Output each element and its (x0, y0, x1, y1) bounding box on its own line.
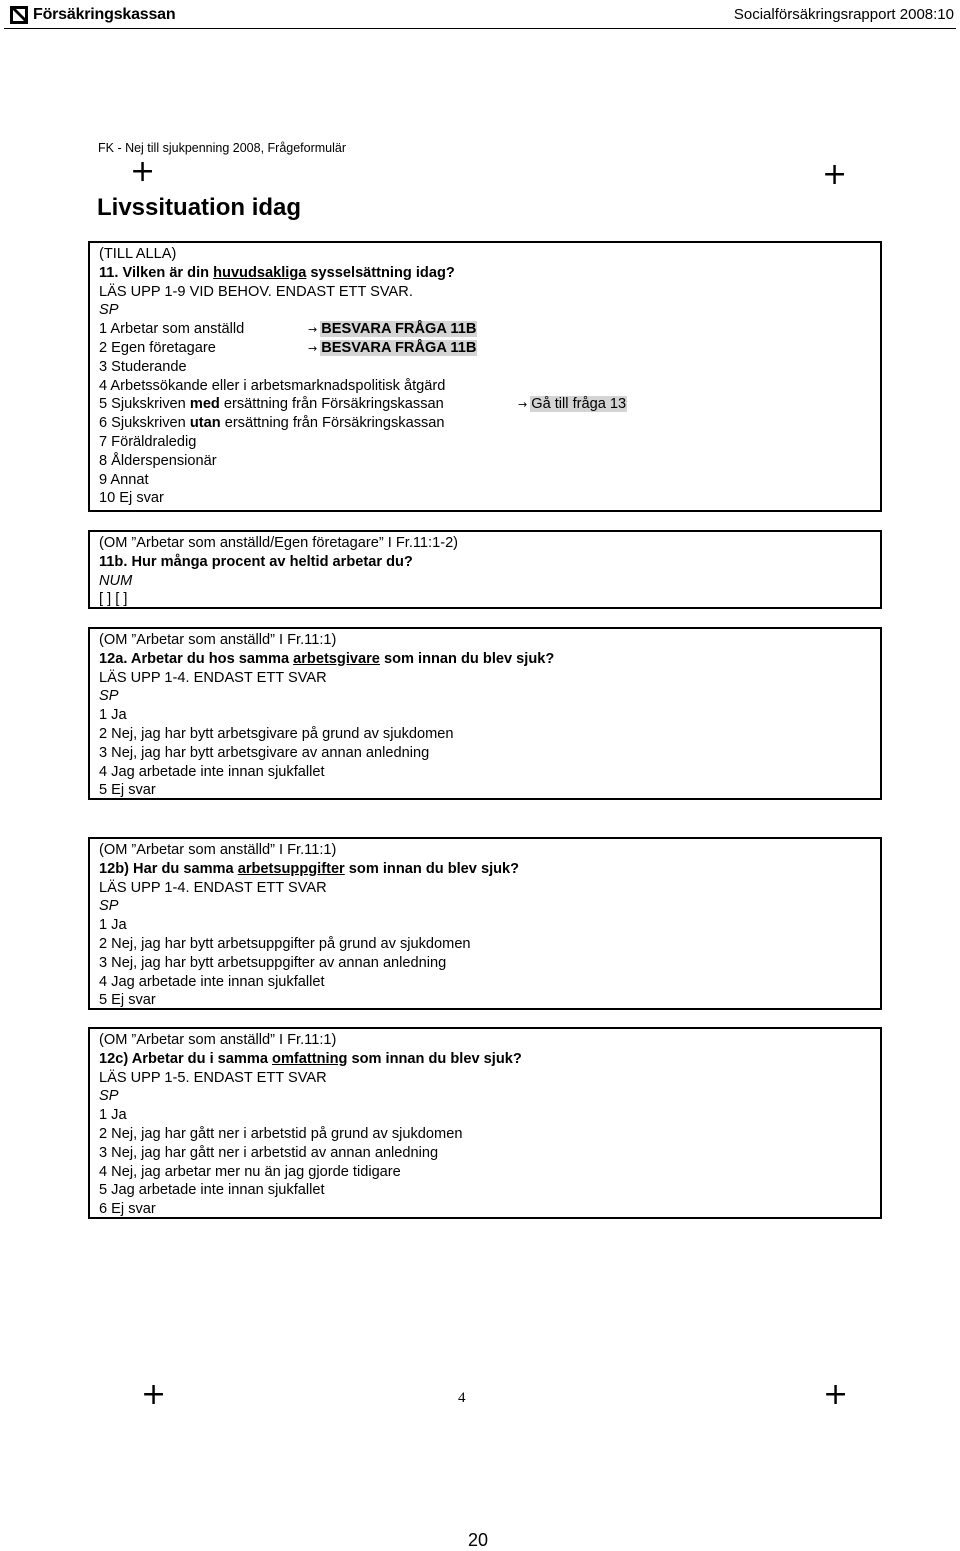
q12a-option: 5 Ej svar (99, 782, 156, 799)
question-11-box (88, 241, 882, 512)
q12b-option: 2 Nej, jag har bytt arbetsuppgifter på grund av sjukdomen (99, 935, 471, 952)
q11-option: 4 Arbetssökande eller i arbetsmarknadspolitisk åtgärd (99, 377, 446, 394)
q12a-sp: SP (99, 688, 119, 705)
q12a-option: 3 Nej, jag har bytt arbetsgivare av annan anledning (99, 744, 430, 761)
q11b-instruction: (OM ”Arbetar som anställd/Egen företagare” I Fr.11:1-2) (99, 535, 459, 551)
q11b-question: 11b. Hur många procent av heltid arbetar du? (99, 553, 413, 570)
q12a-option: 4 Jag arbetade inte innan sjukfallet (99, 763, 325, 780)
q11-option: 1 Arbetar som anställd → BESVARA FRÅGA 11B (99, 320, 872, 339)
report-title: Socialförsäkringsrapport 2008:10 (733, 6, 954, 23)
brand-logo-icon (9, 5, 29, 25)
q11-option: 3 Studerande (99, 358, 187, 375)
brand-logo (9, 4, 175, 26)
q11-sp: SP (99, 302, 119, 319)
q11b-answer-field: [ ] [ ] (99, 591, 128, 608)
q12b-sp: SP (99, 898, 119, 915)
q11-option: 6 Sjukskriven utan ersättning från Försäkringskassan (99, 415, 445, 432)
q12b-instruction: (OM ”Arbetar som anställd” I Fr.11:1) (99, 842, 337, 858)
q12c-option: 4 Nej, jag arbetar mer nu än jag gjorde tidigare (99, 1163, 401, 1180)
inner-page-number: 4 (458, 1390, 466, 1406)
question-12b-box (88, 837, 882, 1010)
q11-question: 11. Vilken är din huvudsakliga sysselsättning idag? (99, 264, 455, 281)
q12c-read-instruction: LÄS UPP 1-5. ENDAST ETT SVAR (99, 1069, 327, 1086)
brand-name: Försäkringskassan (33, 6, 176, 23)
q12c-question: 12c) Arbetar du i samma omfattning som innan du blev sjuk? (99, 1050, 522, 1067)
question-12c-box (88, 1027, 882, 1219)
registration-mark: + (822, 157, 848, 192)
q12b-option: 1 Ja (99, 917, 127, 934)
q12a-read-instruction: LÄS UPP 1-4. ENDAST ETT SVAR (99, 669, 327, 686)
q12a-instruction: (OM ”Arbetar som anställd” I Fr.11:1) (99, 632, 337, 648)
q11-option: 2 Egen företagare → BESVARA FRÅGA 11B (99, 339, 872, 358)
q11-route: → Gå till fråga 13 (518, 396, 627, 413)
q11-option: 7 Föräldraledig (99, 433, 197, 450)
registration-mark: + (823, 1377, 849, 1412)
q12c-option: 1 Ja (99, 1107, 127, 1124)
page-header (0, 0, 960, 30)
header-divider (4, 28, 956, 29)
question-11b-box (88, 530, 882, 609)
form-subtitle: FK - Nej till sjukpenning 2008, Frågeformulär (98, 141, 347, 155)
q12a-option: 2 Nej, jag har bytt arbetsgivare på grund av sjukdomen (99, 725, 454, 742)
q11-route: → BESVARA FRÅGA 11B (308, 339, 477, 356)
q12a-option: 1 Ja (99, 707, 127, 724)
q12b-option: 5 Ej svar (99, 992, 156, 1009)
q12c-sp: SP (99, 1088, 119, 1105)
q12c-option: 6 Ej svar (99, 1201, 156, 1218)
arrow-right-icon: → (308, 323, 318, 337)
q11-option: 9 Annat (99, 471, 149, 488)
q12c-instruction: (OM ”Arbetar som anställd” I Fr.11:1) (99, 1032, 337, 1048)
q12c-option: 3 Nej, jag har gått ner i arbetstid av annan anledning (99, 1144, 439, 1161)
registration-mark: + (141, 1377, 167, 1412)
question-12a-box (88, 627, 882, 800)
q11-option: 5 Sjukskriven med ersättning från Försäkringskassan → Gå till fråga 13 (99, 395, 872, 414)
q12b-option: 3 Nej, jag har bytt arbetsuppgifter av annan anledning (99, 954, 447, 971)
q12b-read-instruction: LÄS UPP 1-4. ENDAST ETT SVAR (99, 879, 327, 896)
q11-option: 10 Ej svar (99, 490, 164, 507)
arrow-right-icon: → (308, 341, 318, 355)
q12b-option: 4 Jag arbetade inte innan sjukfallet (99, 973, 325, 990)
q12c-option: 2 Nej, jag har gått ner i arbetstid på grund av sjukdomen (99, 1125, 463, 1142)
arrow-right-icon: → (518, 398, 528, 412)
q11-route: → BESVARA FRÅGA 11B (308, 321, 477, 338)
q12c-option: 5 Jag arbetade inte innan sjukfallet (99, 1182, 325, 1199)
q11-option: 8 Ålderspensionär (99, 452, 217, 469)
q12b-question: 12b) Har du samma arbetsuppgifter som innan du blev sjuk? (99, 860, 520, 877)
page-number: 20 (468, 1530, 489, 1550)
q11-instruction: (TILL ALLA) (99, 246, 177, 262)
registration-mark: + (130, 154, 156, 189)
q11-read-instruction: LÄS UPP 1-9 VID BEHOV. ENDAST ETT SVAR. (99, 283, 413, 300)
section-heading: Livssituation idag (97, 194, 302, 221)
q12a-question: 12a. Arbetar du hos samma arbetsgivare som innan du blev sjuk? (99, 650, 555, 667)
q11b-num: NUM (99, 572, 133, 589)
